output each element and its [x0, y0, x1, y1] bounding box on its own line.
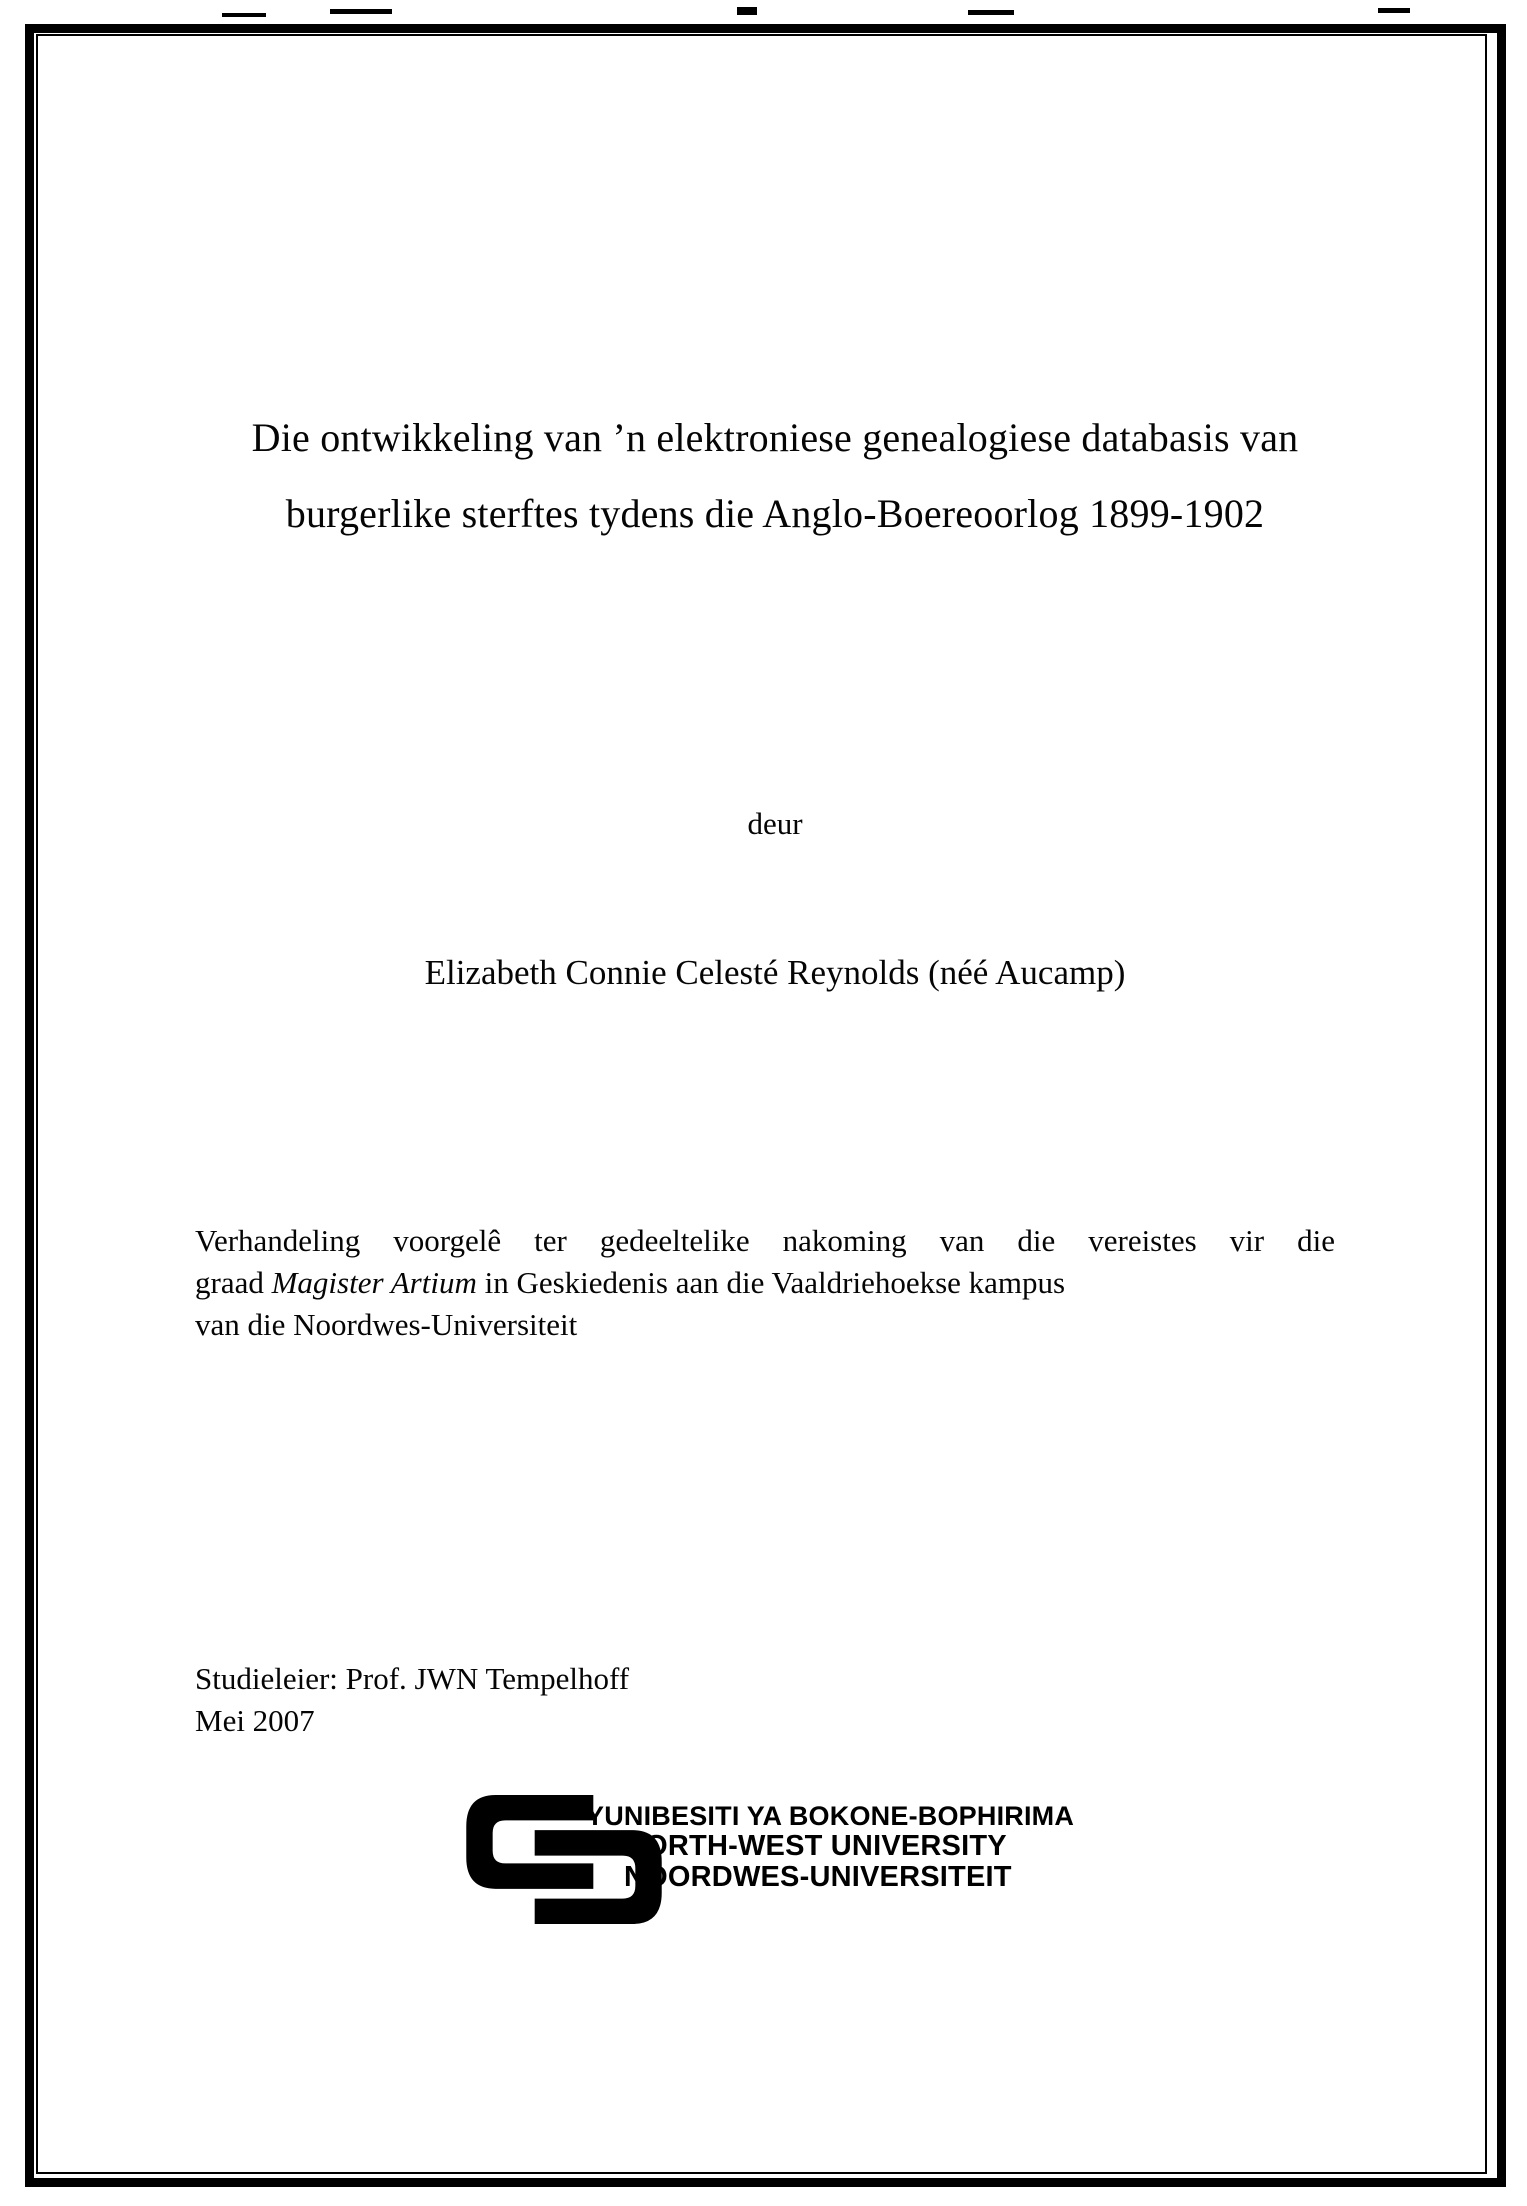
- university-name-english: NORTH-WEST UNIVERSITY: [624, 1830, 1007, 1862]
- scan-artifact: [330, 9, 392, 14]
- degree-statement-line-2: [195, 1262, 1335, 1304]
- degree-statement: [195, 1220, 1335, 1346]
- university-logo: [466, 1795, 1106, 1935]
- thesis-title: [115, 400, 1435, 552]
- scan-artifact: [1378, 8, 1410, 13]
- degree-statement-line-2-suffix: in Geskiedenis aan die Vaaldriehoekse kampus: [476, 1265, 1066, 1300]
- degree-statement-line-3: van die Noordwes-Universiteit: [195, 1307, 578, 1342]
- date-line: Mei 2007: [195, 1703, 315, 1738]
- thesis-title-line-1: Die ontwikkeling van ’n elektroniese genealogiese databasis van: [251, 415, 1299, 460]
- scan-artifact: [968, 10, 1014, 15]
- thesis-title-line-2: burgerlike sterftes tydens die Anglo-Boereoorlog 1899-1902: [285, 491, 1265, 536]
- scan-artifact: [737, 7, 757, 15]
- author-name: Elizabeth Connie Celesté Reynolds (néé Aucamp): [424, 953, 1126, 992]
- scan-artifact: [222, 13, 266, 17]
- university-logo-text: [586, 1801, 1074, 1893]
- degree-statement-line-2-prefix: graad: [195, 1265, 272, 1300]
- university-name-setswana: YUNIBESITI YA BOKONE-BOPHIRIMA: [586, 1801, 1075, 1831]
- byline-label: deur: [747, 806, 803, 841]
- degree-statement-line-1: Verhandeling voorgelê ter gedeeltelike nakoming van die vereistes vir die: [195, 1223, 1335, 1258]
- degree-name: Magister Artium: [271, 1265, 477, 1300]
- university-name-afrikaans: NOORDWES-UNIVERSITEIT: [624, 1861, 1012, 1893]
- supervisor-block: [195, 1658, 629, 1742]
- supervisor-line: Studieleier: Prof. JWN Tempelhoff: [195, 1661, 630, 1696]
